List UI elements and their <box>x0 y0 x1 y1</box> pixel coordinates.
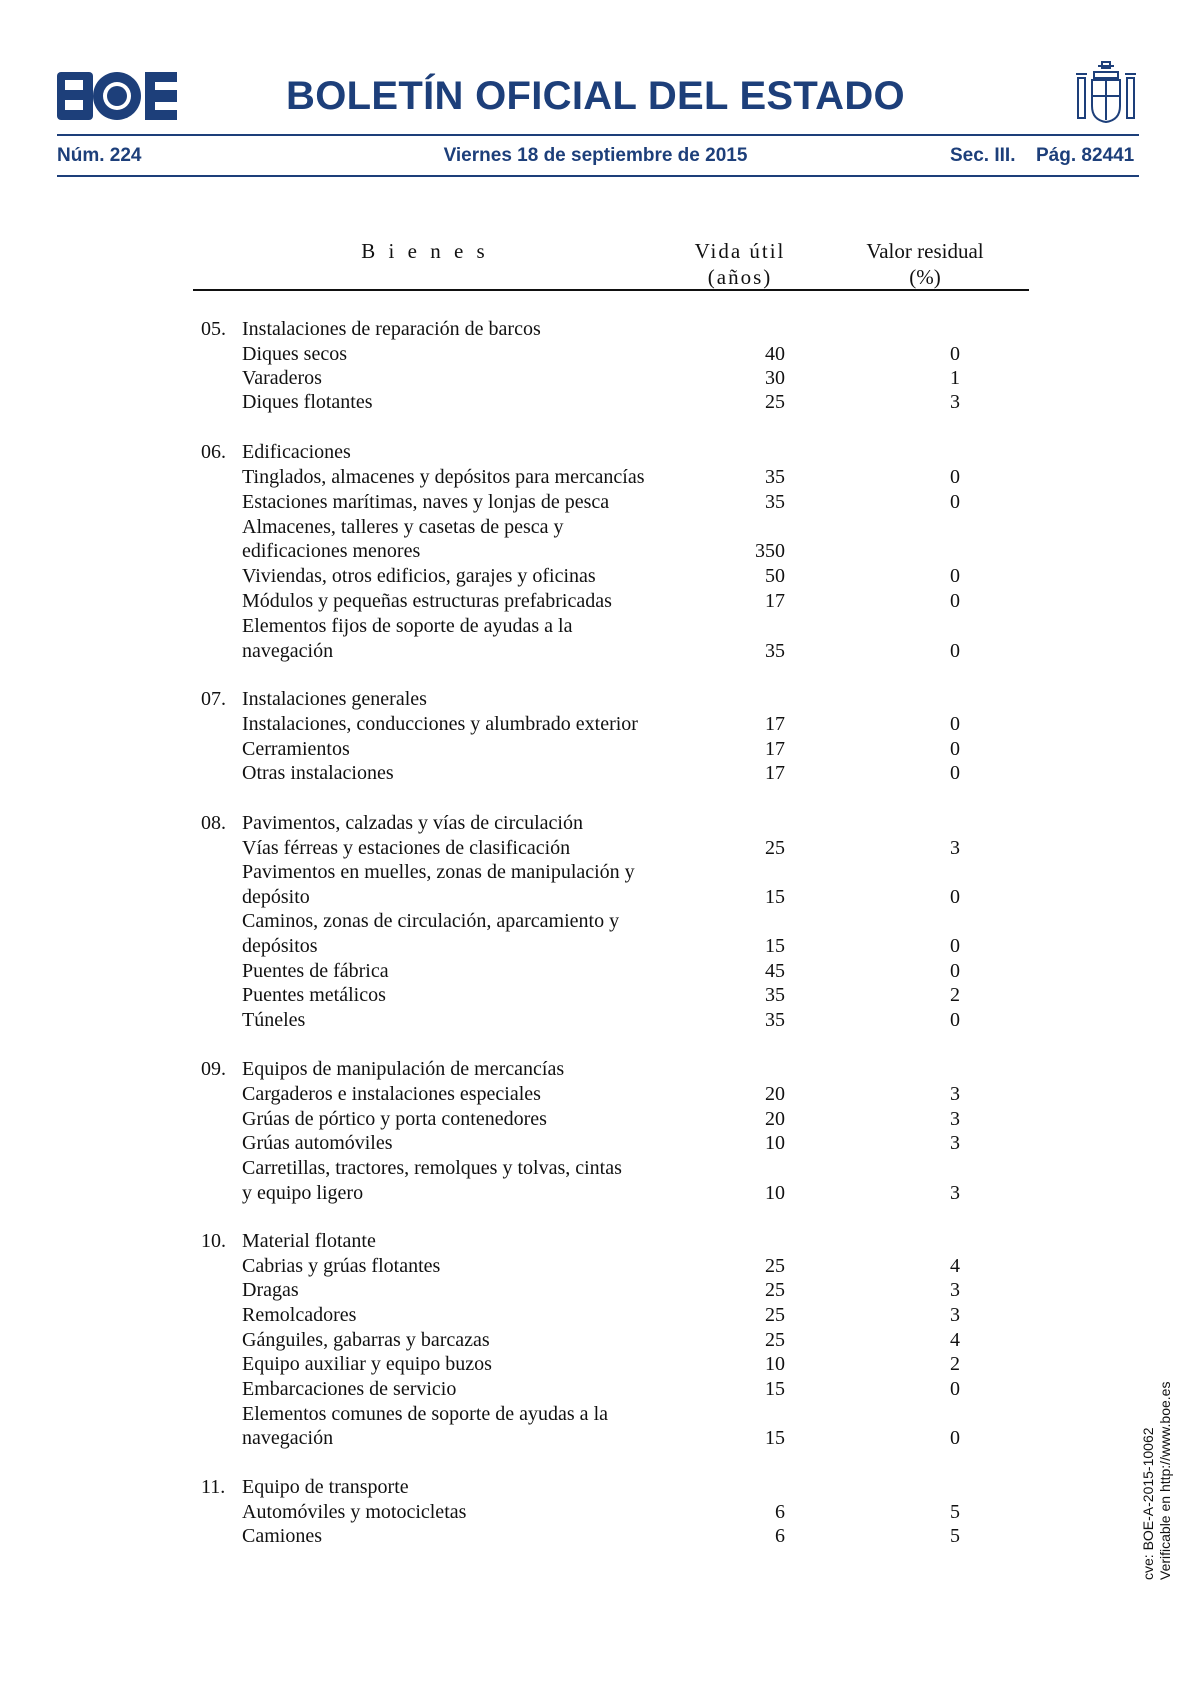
table-row <box>0 1403 1191 1428</box>
table-row <box>0 1157 1191 1182</box>
asset-name: Tinglados, almacenes y depósitos para mercancías <box>242 466 645 488</box>
useful-life-value: 25 <box>765 391 785 413</box>
useful-life-value: 50 <box>765 565 785 587</box>
table-row <box>0 738 1191 763</box>
table-row <box>0 540 1191 565</box>
asset-name: Dragas <box>242 1279 299 1301</box>
asset-name: Gánguiles, gabarras y barcazas <box>242 1329 490 1351</box>
residual-value: 1 <box>950 367 960 389</box>
column-header-valor-residual-line2: (%) <box>909 265 941 289</box>
table-row <box>0 1427 1191 1452</box>
residual-value: 0 <box>950 590 960 612</box>
table-row <box>0 565 1191 590</box>
section-number: 08. <box>201 812 226 834</box>
useful-life-value: 15 <box>765 886 785 908</box>
column-header-vida-util-line1: Vida útil <box>694 239 786 263</box>
column-header-valor-residual <box>840 238 1010 290</box>
table-section-row <box>0 688 1191 713</box>
asset-name: Carretillas, tractores, remolques y tolvas, cintas <box>242 1157 622 1179</box>
table-row <box>0 1255 1191 1280</box>
residual-value: 4 <box>950 1329 960 1351</box>
column-header-bienes: B i e n e s <box>361 239 489 263</box>
table-section-row <box>0 812 1191 837</box>
residual-value: 3 <box>950 1304 960 1326</box>
table-row <box>0 1132 1191 1157</box>
table-row <box>0 1353 1191 1378</box>
asset-name: Elementos fijos de soporte de ayudas a la <box>242 615 573 637</box>
asset-name: Automóviles y motocicletas <box>242 1501 467 1523</box>
asset-name: Cargaderos e instalaciones especiales <box>242 1083 541 1105</box>
useful-life-value: 30 <box>765 367 785 389</box>
header-rule-bottom <box>57 175 1139 177</box>
asset-name: Varaderos <box>242 367 322 389</box>
issue-number: Núm. 224 <box>57 145 142 166</box>
useful-life-value: 6 <box>775 1501 785 1523</box>
section-number: 06. <box>201 441 226 463</box>
useful-life-value: 20 <box>765 1108 785 1130</box>
column-header-vida-util <box>670 238 810 290</box>
newspaper-title: BOLETÍN OFICIAL DEL ESTADO <box>286 74 905 118</box>
residual-value: 0 <box>950 762 960 784</box>
table-row <box>0 391 1191 416</box>
asset-name: Instalaciones, conducciones y alumbrado exterior <box>242 713 638 735</box>
useful-life-value: 17 <box>765 738 785 760</box>
residual-value: 3 <box>950 1083 960 1105</box>
residual-value: 3 <box>950 1182 960 1204</box>
residual-value: 3 <box>950 391 960 413</box>
residual-value: 3 <box>950 1132 960 1154</box>
asset-name: depósito <box>242 886 310 908</box>
asset-name: Grúas automóviles <box>242 1132 393 1154</box>
useful-life-value: 25 <box>765 1255 785 1277</box>
table-section-row <box>0 1058 1191 1083</box>
table-row <box>0 1009 1191 1034</box>
table-row <box>0 1182 1191 1207</box>
useful-life-value: 25 <box>765 1304 785 1326</box>
useful-life-value: 6 <box>775 1525 785 1547</box>
asset-name: Embarcaciones de servicio <box>242 1378 457 1400</box>
section-number: 05. <box>201 318 226 340</box>
table-row <box>0 861 1191 886</box>
useful-life-value: 10 <box>765 1353 785 1375</box>
table-row <box>0 837 1191 862</box>
useful-life-value: 15 <box>765 935 785 957</box>
table-row <box>0 1083 1191 1108</box>
table-row <box>0 1108 1191 1133</box>
asset-name: Otras instalaciones <box>242 762 394 784</box>
asset-name: Cerramientos <box>242 738 350 760</box>
asset-name: Vías férreas y estaciones de clasificación <box>242 837 571 859</box>
table-section-row <box>0 1476 1191 1501</box>
table-row <box>0 466 1191 491</box>
asset-name: Módulos y pequeñas estructuras prefabricadas <box>242 590 612 612</box>
section-title: Equipos de manipulación de mercancías <box>242 1058 565 1080</box>
residual-value: 4 <box>950 1255 960 1277</box>
asset-name: Diques flotantes <box>242 391 373 413</box>
residual-value: 0 <box>950 960 960 982</box>
table-row <box>0 590 1191 615</box>
verification-note <box>1140 1382 1174 1580</box>
useful-life-value: 35 <box>765 491 785 513</box>
residual-value: 2 <box>950 1353 960 1375</box>
residual-value: 5 <box>950 1501 960 1523</box>
asset-name: Viviendas, otros edificios, garajes y oficinas <box>242 565 596 587</box>
residual-value: 0 <box>950 640 960 662</box>
useful-life-value: 15 <box>765 1427 785 1449</box>
residual-value: 0 <box>950 491 960 513</box>
section-title: Instalaciones generales <box>242 688 427 710</box>
useful-life-value: 35 <box>765 1009 785 1031</box>
useful-life-value: 35 <box>765 640 785 662</box>
residual-value: 3 <box>950 837 960 859</box>
residual-value: 3 <box>950 1108 960 1130</box>
useful-life-value: 350 <box>755 540 785 562</box>
asset-name: Puentes metálicos <box>242 984 386 1006</box>
useful-life-value: 10 <box>765 1182 785 1204</box>
verification-url: Verificable en http://www.boe.es <box>1157 1381 1173 1580</box>
residual-value: 0 <box>950 1378 960 1400</box>
cve-code: cve: BOE-A-2015-10062 <box>1140 1427 1156 1580</box>
residual-value: 0 <box>950 935 960 957</box>
residual-value: 0 <box>950 343 960 365</box>
residual-value: 3 <box>950 1279 960 1301</box>
table-row <box>0 984 1191 1009</box>
asset-name: Almacenes, talleres y casetas de pesca y <box>242 516 564 538</box>
section-number: 10. <box>201 1230 226 1252</box>
column-header-vida-util-line2: (años) <box>707 265 773 289</box>
issue-section: Sec. III. <box>950 145 1016 166</box>
residual-value: 0 <box>950 1427 960 1449</box>
table-section-row <box>0 441 1191 466</box>
table-row <box>0 516 1191 541</box>
section-title: Instalaciones de reparación de barcos <box>242 318 541 340</box>
table-row <box>0 1501 1191 1526</box>
useful-life-value: 17 <box>765 590 785 612</box>
section-title: Pavimentos, calzadas y vías de circulación <box>242 812 583 834</box>
asset-name: Caminos, zonas de circulación, aparcamiento y <box>242 910 620 932</box>
useful-life-value: 20 <box>765 1083 785 1105</box>
column-header-valor-residual-line1: Valor residual <box>866 239 984 263</box>
issue-page: Pág. 82441 <box>1036 145 1135 166</box>
useful-life-value: 25 <box>765 1329 785 1351</box>
residual-value: 5 <box>950 1525 960 1547</box>
issue-date: Viernes 18 de septiembre de 2015 <box>443 145 748 166</box>
useful-life-value: 35 <box>765 984 785 1006</box>
table-row <box>0 935 1191 960</box>
asset-name: Camiones <box>242 1525 322 1547</box>
table-header-rule <box>193 289 1029 291</box>
table-row <box>0 960 1191 985</box>
asset-name: edificaciones menores <box>242 540 421 562</box>
asset-name: Puentes de fábrica <box>242 960 389 982</box>
section-number: 07. <box>201 688 226 710</box>
table-row <box>0 910 1191 935</box>
table-row <box>0 1304 1191 1329</box>
asset-name: Túneles <box>242 1009 306 1031</box>
useful-life-value: 17 <box>765 713 785 735</box>
residual-value: 0 <box>950 565 960 587</box>
section-title: Edificaciones <box>242 441 351 463</box>
table-row <box>0 615 1191 640</box>
useful-life-value: 25 <box>765 1279 785 1301</box>
asset-name: y equipo ligero <box>242 1182 364 1204</box>
asset-name: Equipo auxiliar y equipo buzos <box>242 1353 492 1375</box>
table-row <box>0 640 1191 665</box>
table-row <box>0 1329 1191 1354</box>
table-row <box>0 762 1191 787</box>
table-row <box>0 367 1191 392</box>
residual-value: 0 <box>950 713 960 735</box>
residual-value: 0 <box>950 886 960 908</box>
table-row <box>0 1378 1191 1403</box>
residual-value: 2 <box>950 984 960 1006</box>
residual-value: 0 <box>950 466 960 488</box>
table-row <box>0 491 1191 516</box>
section-title: Material flotante <box>242 1230 376 1252</box>
table-row <box>0 713 1191 738</box>
residual-value: 0 <box>950 1009 960 1031</box>
table-row <box>0 1525 1191 1550</box>
table-row <box>0 1279 1191 1304</box>
residual-value: 0 <box>950 738 960 760</box>
useful-life-value: 10 <box>765 1132 785 1154</box>
asset-name: Grúas de pórtico y porta contenedores <box>242 1108 547 1130</box>
table-row <box>0 886 1191 911</box>
header-rule-top <box>57 134 1139 136</box>
useful-life-value: 15 <box>765 1378 785 1400</box>
asset-name: Elementos comunes de soporte de ayudas a la <box>242 1403 608 1425</box>
table-row <box>0 343 1191 368</box>
asset-name: Cabrias y grúas flotantes <box>242 1255 441 1277</box>
useful-life-value: 35 <box>765 466 785 488</box>
asset-name: Remolcadores <box>242 1304 357 1326</box>
useful-life-value: 25 <box>765 837 785 859</box>
table-section-row <box>0 318 1191 343</box>
asset-name: Pavimentos en muelles, zonas de manipulación y <box>242 861 635 883</box>
coat-of-arms-icon <box>1074 60 1138 128</box>
useful-life-value: 40 <box>765 343 785 365</box>
table-section-row <box>0 1230 1191 1255</box>
asset-name: Estaciones marítimas, naves y lonjas de pesca <box>242 491 610 513</box>
section-number: 11. <box>201 1476 226 1498</box>
section-number: 09. <box>201 1058 226 1080</box>
useful-life-value: 17 <box>765 762 785 784</box>
asset-name: Diques secos <box>242 343 347 365</box>
useful-life-value: 45 <box>765 960 785 982</box>
asset-name: depósitos <box>242 935 318 957</box>
section-title: Equipo de transporte <box>242 1476 409 1498</box>
asset-name: navegación <box>242 1427 334 1449</box>
asset-name: navegación <box>242 640 334 662</box>
